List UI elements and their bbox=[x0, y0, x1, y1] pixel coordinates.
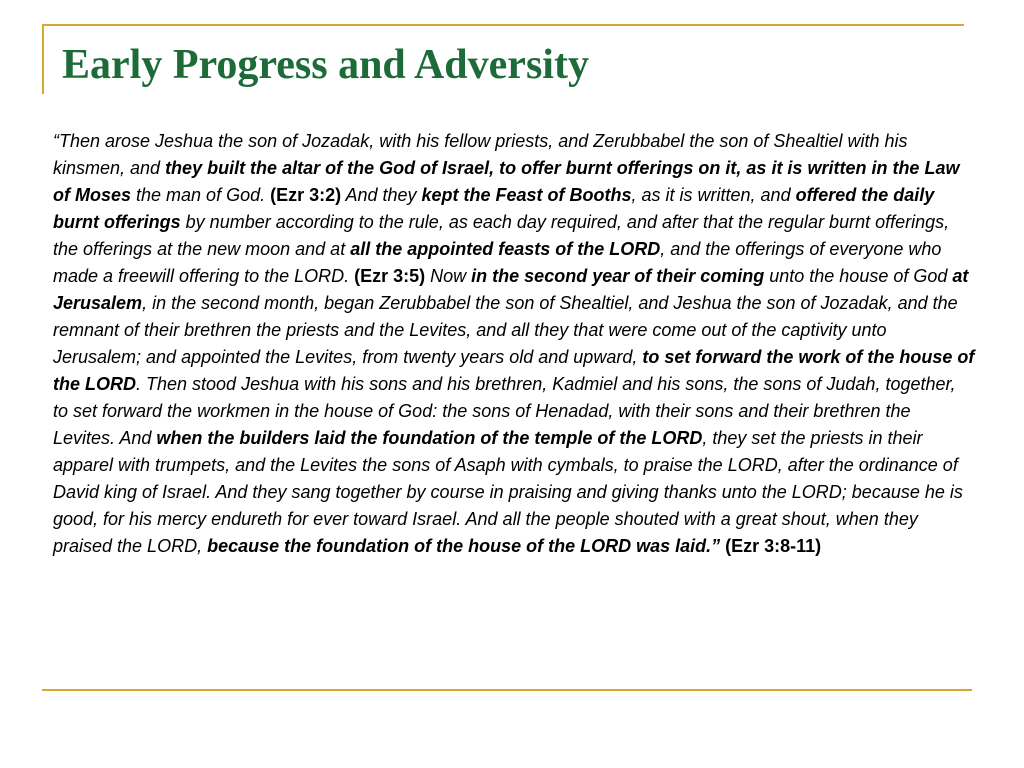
verse-reference: (Ezr 3:5) bbox=[354, 266, 426, 286]
emphasis-text: they built the altar of the God of Israel, to offer burnt offerings on it, as it is written in the Law of Moses bbox=[53, 158, 960, 205]
top-divider bbox=[42, 24, 964, 26]
quote-text: , as it is written, and bbox=[631, 185, 796, 205]
emphasis-text: because the foundation of the house of the LORD was laid.” bbox=[207, 536, 721, 556]
verse-reference: (Ezr 3:2) bbox=[270, 185, 342, 205]
quote-text: . Then stood Jeshua with his sons and his brethren, Kadmiel and his sons, the sons of Judah, together, to set forward the workmen in the house of God: the sons of Henadad, with their sons and their brethren the Levites. And bbox=[53, 374, 956, 448]
emphasis-text: offered the daily burnt offerings bbox=[53, 185, 935, 232]
quote-text: unto the house of God bbox=[764, 266, 953, 286]
quote-text: Now bbox=[425, 266, 472, 286]
verse-reference: (Ezr 3:8-11) bbox=[725, 536, 822, 556]
emphasis-text: at Jerusalem bbox=[53, 266, 969, 313]
left-divider bbox=[42, 24, 44, 94]
quote-text: And they bbox=[341, 185, 422, 205]
quote-text: “Then arose Jeshua the son of Jozadak, with his fellow priests, and Zerubbabel the son of Shealtiel with his kinsmen, and bbox=[53, 131, 908, 178]
emphasis-text: kept the Feast of Booths bbox=[421, 185, 632, 205]
emphasis-text: all the appointed feasts of the LORD bbox=[350, 239, 661, 259]
quote-text: , and the offerings of everyone who made a freewill offering to the LORD. bbox=[53, 239, 942, 286]
quote-text: , they set the priests in their apparel with trumpets, and the Levites the sons of Asaph with cymbals, to praise the LORD, after the ordinance of David king of Israel. And they sang together by course in praising and giving thanks unto the LORD; because he is good, for his mercy endureth for ever toward Israel. And all the people shouted with a great shout, when they praised the LORD, bbox=[53, 428, 963, 556]
bottom-divider bbox=[42, 689, 972, 691]
emphasis-text: in the second year of their coming bbox=[471, 266, 765, 286]
quote-text: the man of God. bbox=[131, 185, 271, 205]
slide-title: Early Progress and Adversity bbox=[62, 42, 589, 88]
emphasis-text: to set forward the work of the house of the LORD bbox=[53, 347, 975, 394]
quote-text: by number according to the rule, as each day required, and after that the regular burnt offerings, the offerings at the new moon and at bbox=[53, 212, 950, 259]
emphasis-text: when the builders laid the foundation of the temple of the LORD bbox=[156, 428, 703, 448]
scripture-quote bbox=[53, 128, 975, 560]
quote-text: , in the second month, began Zerubbabel the son of Shealtiel, and Jeshua the son of Jozadak, and the remnant of their brethren the priests and the Levites, and all they that were come out of the captivity unto Jerusalem; and appointed the Levites, from twenty years old and upward, bbox=[53, 293, 958, 367]
